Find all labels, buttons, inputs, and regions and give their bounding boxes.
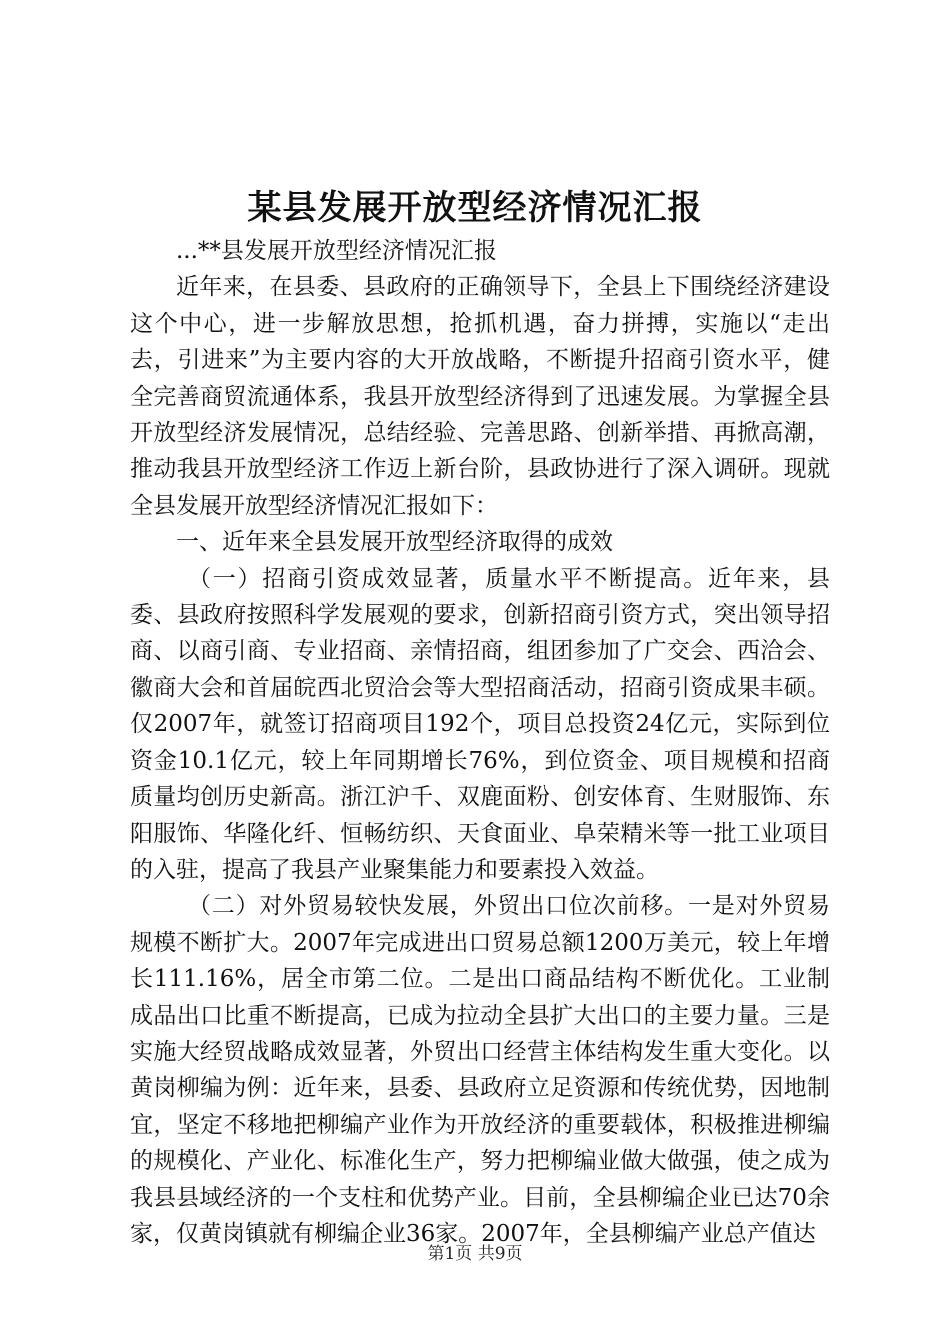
document-body [130,233,830,1252]
paragraph-intro: 近年来，在县委、县政府的正确领导下，全县上下围绕经济建设这个中心，进一步解放思想，抢抓机遇，奋力拼搏，实施以“走出去，引进来”为主要内容的大开放战略，不断提升招商引资水平，健全完善商贸流通体系，我县开放型经济得到了迅速发展。为掌握全县开放型经济发展情况，总结经验、完善思路、创新举措、再掀高潮，推动我县开放型经济工作迈上新台阶，县政协进行了深入调研。现就全县发展开放型经济情况汇报如下： [130,274,830,519]
section-heading-1: 一、近年来全县发展开放型经济取得的成效 [176,529,613,556]
paragraph-investment: （一）招商引资成效显著，质量水平不断提高。近年来，县委、县政府按照科学发展观的要求，创新招商引资方式，突出领导招商、以商引商、专业招商、亲情招商，组团参加了广交会、西洽会、徽商大会和首届皖西北贸洽会等大型招商活动，招商引资成果丰硕。仅2007年，就签订招商项目192个，项目总投资24亿元，实际到位资金10.1亿元，较上年同期增长76%，到位资金、项目规模和招商质量均创历史新高。浙江沪千、双鹿面粉、创安体育、生财服饰、东阳服饰、华隆化纤、恒畅纺织、天食面业、阜荣精米等一批工业项目的入驻，提高了我县产业聚集能力和要素投入效益。 [130,565,830,883]
page-number-footer: 第1页 共9页 [427,1244,523,1264]
document-title: 某县发展开放型经济情况汇报 [247,188,703,228]
paragraph-foreign-trade: （二）对外贸易较快发展，外贸出口位次前移。一是对外贸易规模不断扩大。2007年完成进出口贸易总额1200万美元，较上年增长111.16%，居全市第二位。二是出口商品结构不断优化。工业制成品出口比重不断提高，已成为拉动全县扩大出口的主要力量。三是实施大经贸战略成效显著，外贸出口经营主体结构发生重大变化。以黄岗柳编为例：近年来，县委、县政府立足资源和传统优势，因地制宜，坚定不移地把柳编产业作为开放经济的重要载体，积极推进柳编的规模化、产业化、标准化生产，努力把柳编业做大做强，使之成为我县县域经济的一个支柱和优势产业。目前，全县柳编企业已达70余家，仅黄岗镇就有柳编企业36家。2007年，全县柳编产业总产值达 [130,893,830,1247]
document-subtitle: ...**县发展开放型经济情况汇报 [176,238,497,264]
